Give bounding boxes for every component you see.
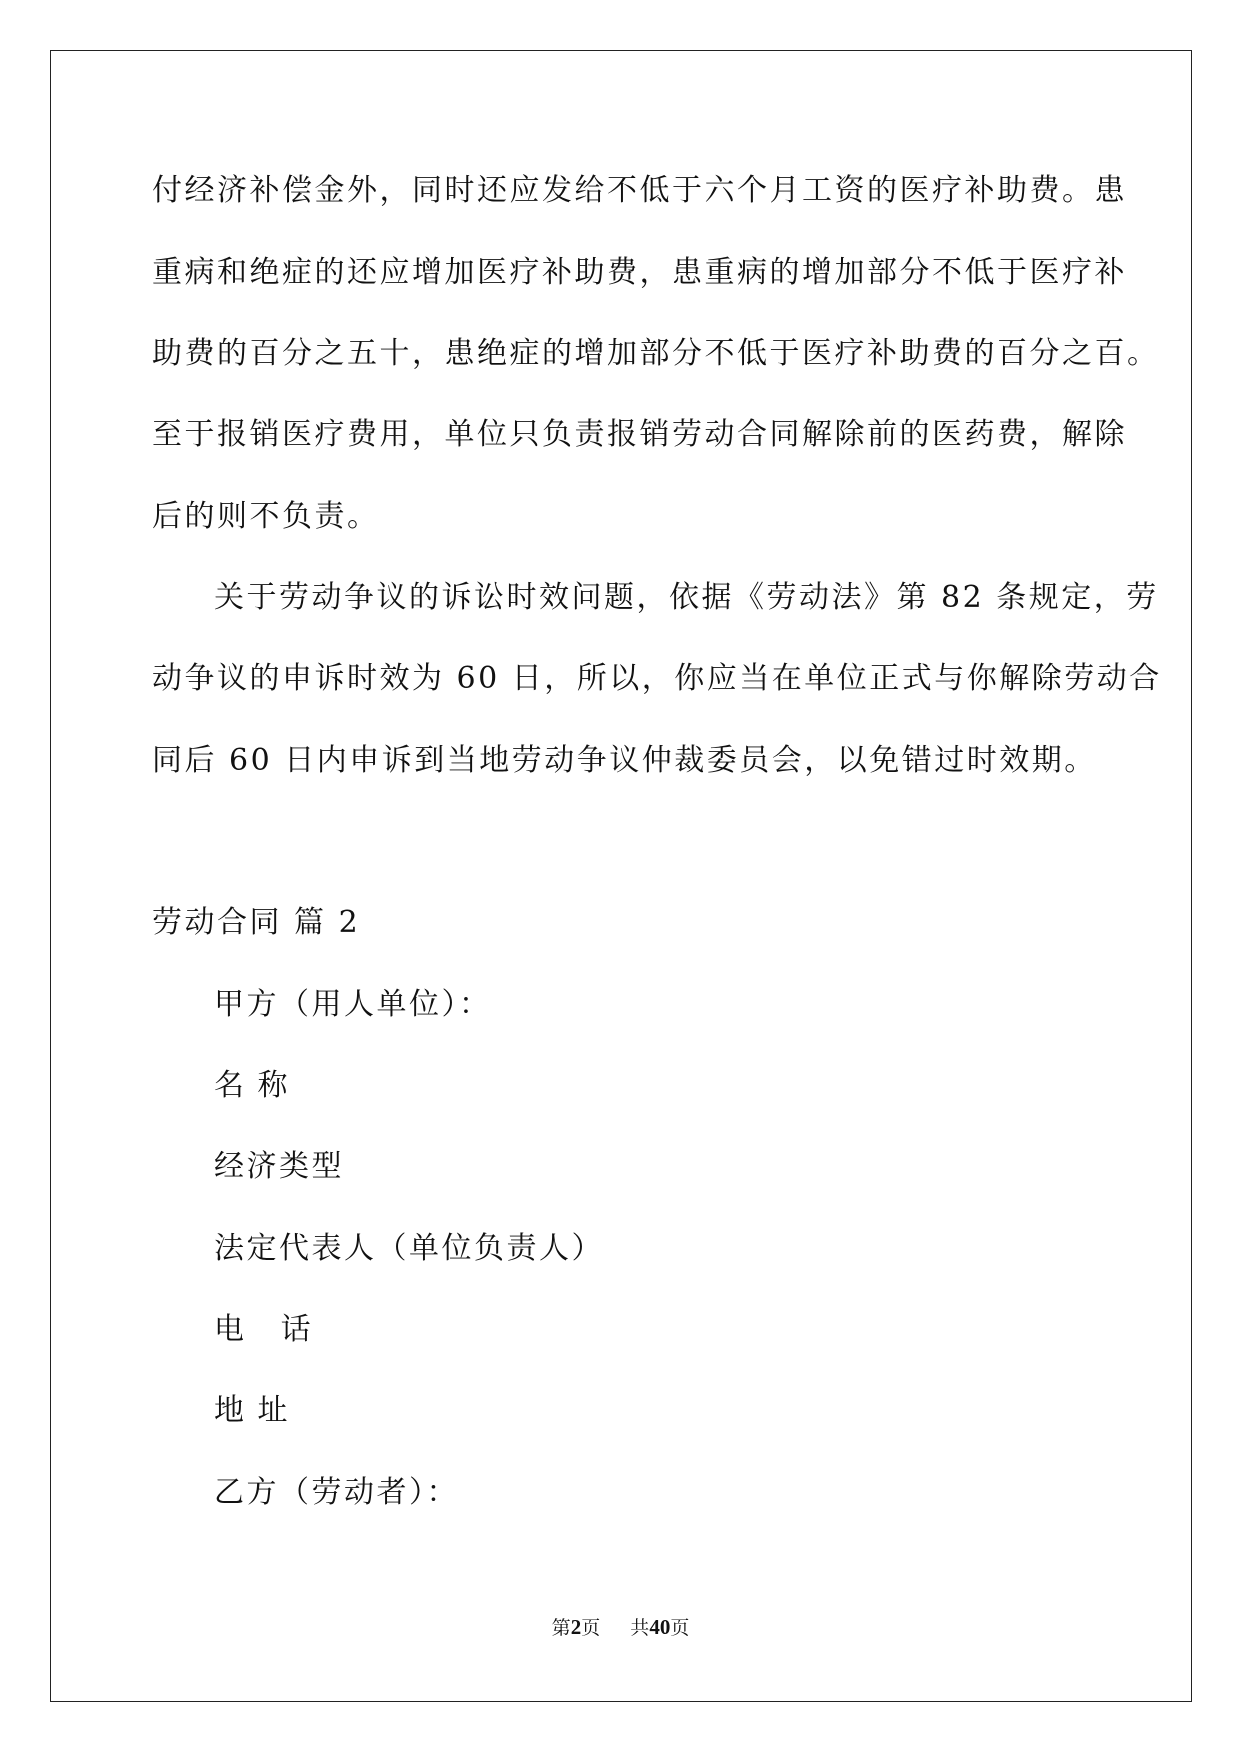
paragraph-line: 同后 60 日内申诉到当地劳动争议仲裁委员会，以免错过时效期。 (152, 743, 1097, 778)
footer-total-pages: 40 (649, 1615, 671, 1639)
paragraph-line: 动争议的申诉时效为 60 日，所以，你应当在单位正式与你解除劳动合 (152, 661, 1162, 696)
paragraph-line: 后的则不负责。 (152, 499, 380, 534)
field-label-party-a: 甲方（用人单位）： (214, 987, 492, 1022)
page-footer (0, 1615, 1241, 1640)
paragraph-line: 关于劳动争议的诉讼时效问题，依据《劳动法》第 82 条规定，劳 (214, 580, 1159, 615)
footer-page-mid: 页 (581, 1617, 601, 1639)
footer-total-prefix: 共 (630, 1617, 650, 1639)
footer-page-number: 2 (570, 1615, 582, 1639)
paragraph-line: 付经济补偿金外，同时还应发给不低于六个月工资的医疗补助费。患 (152, 173, 1127, 208)
field-label-economic-type: 经济类型 (214, 1149, 344, 1184)
paragraph-line: 至于报销医疗费用，单位只负责报销劳动合同解除前的医药费，解除 (152, 417, 1127, 452)
field-label-address: 地 址 (214, 1393, 290, 1428)
paragraph-line: 重病和绝症的还应增加医疗补助费，患重病的增加部分不低于医疗补 (152, 255, 1127, 290)
field-label-name: 名 称 (214, 1068, 290, 1103)
paragraph-line: 助费的百分之五十，患绝症的增加部分不低于医疗补助费的百分之百。 (152, 336, 1160, 371)
field-label-legal-representative: 法定代表人（单位负责人） (214, 1231, 604, 1266)
field-label-phone: 电 话 (214, 1312, 313, 1347)
section-title: 劳动合同 篇 2 (152, 905, 361, 940)
footer-total-suffix: 页 (670, 1617, 690, 1639)
field-label-party-b: 乙方（劳动者）： (214, 1475, 459, 1510)
footer-page-prefix: 第 (551, 1617, 571, 1639)
page-border (50, 50, 1192, 1702)
